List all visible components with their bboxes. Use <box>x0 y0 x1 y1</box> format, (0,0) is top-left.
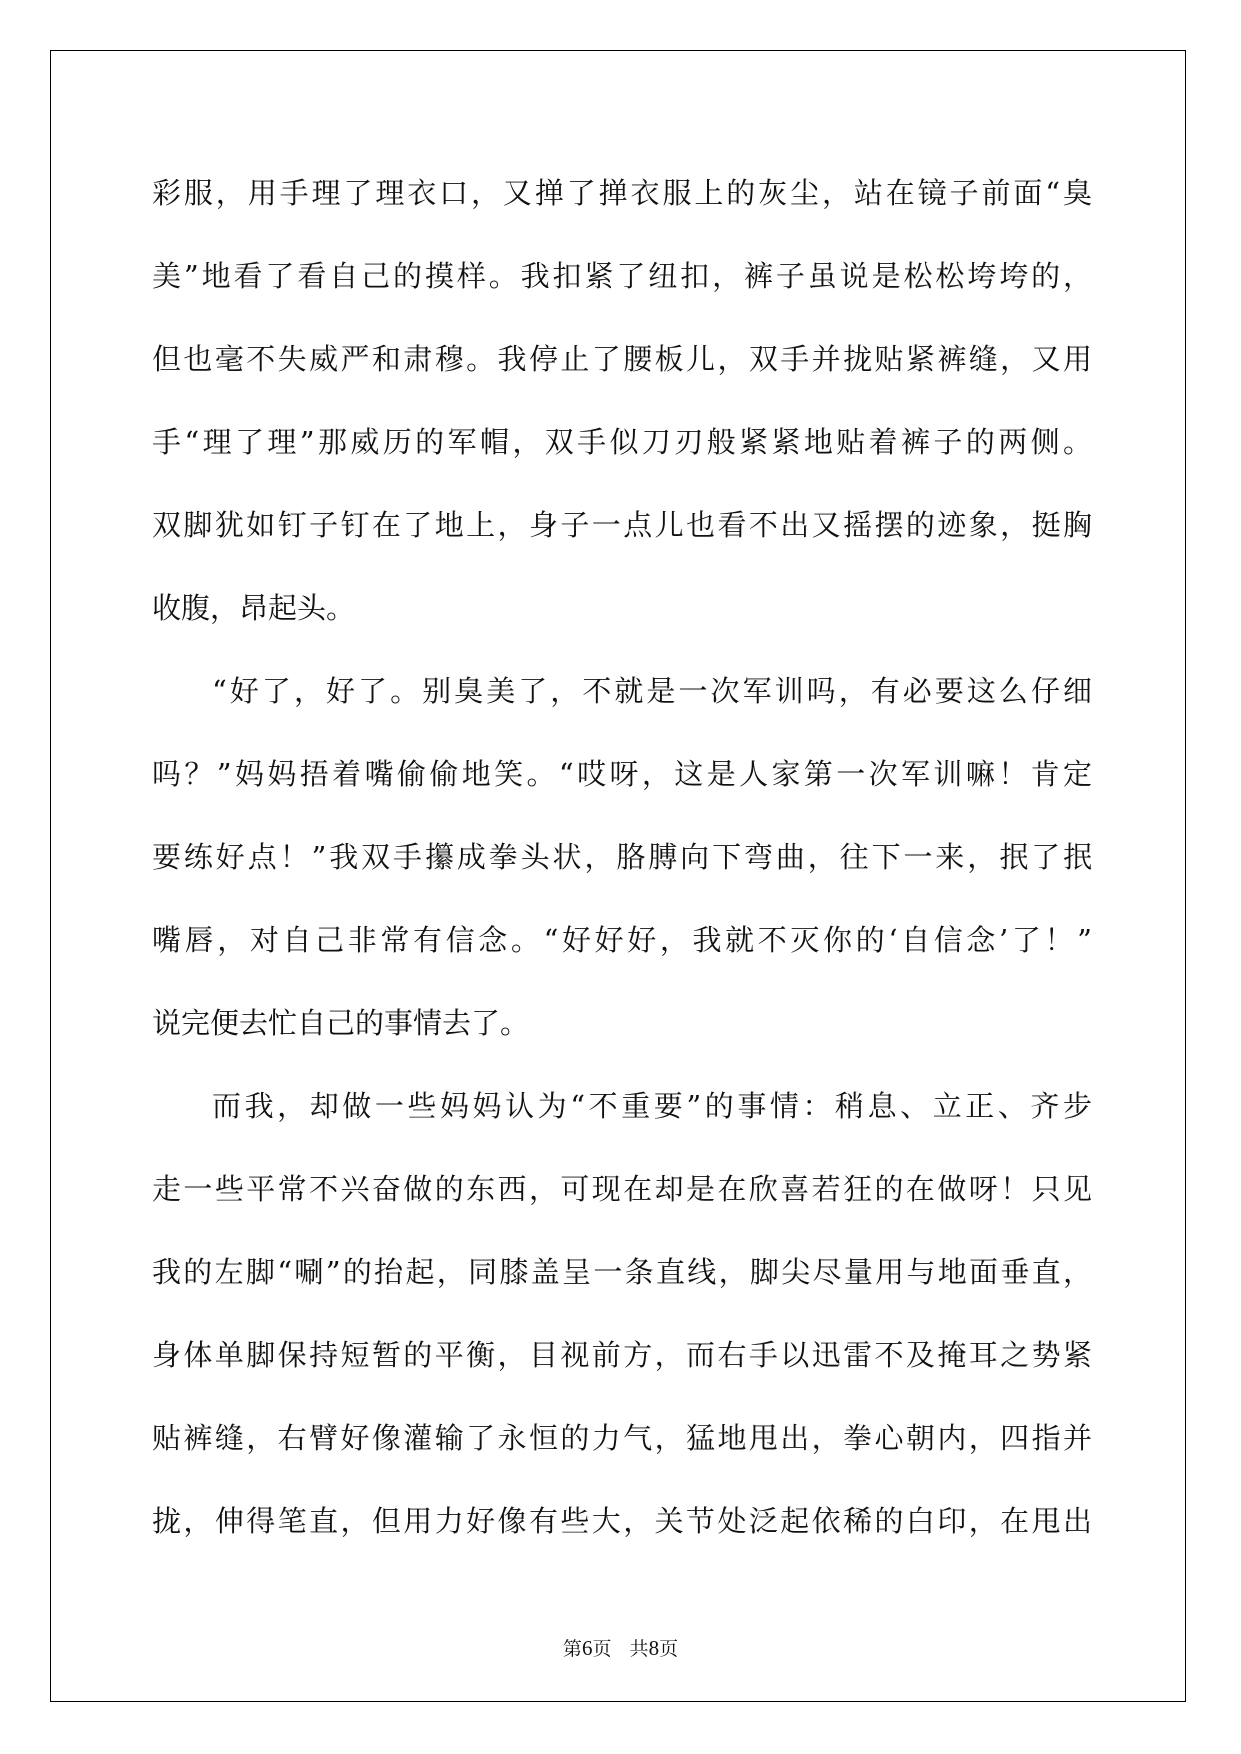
text-line: 拢，伸得笔直，但用力好像有些大，关节处泛起依稀的白印，在甩出 <box>152 1504 1092 1538</box>
text-line: “好了，好了。别臭美了，不就是一次军训吗，有必要这么仔细 <box>212 674 1092 708</box>
text-line: 说完便去忙自己的事情去了。 <box>152 1006 530 1040</box>
text-line: 双脚犹如钉子钉在了地上，身子一点儿也看不出又摇摆的迹象，挺胸 <box>152 508 1092 542</box>
current-page-number: 6 <box>581 1636 593 1660</box>
text-line: 手“理了理”那威历的军帽，双手似刀刃般紧紧地贴着裤子的两侧。 <box>152 425 1092 459</box>
text-line: 收腹，昂起头。 <box>152 591 356 625</box>
text-line: 要练好点！”我双手攥成拳头状，胳膊向下弯曲，往下一来，抿了抿 <box>152 840 1092 874</box>
footer-suffix: 页 <box>659 1638 679 1660</box>
text-line: 美”地看了看自己的摸样。我扣紧了纽扣，裤子虽说是松松垮垮的， <box>152 259 1092 293</box>
text-line: 但也毫不失威严和肃穆。我停止了腰板儿，双手并拢贴紧裤缝，又用 <box>152 342 1092 376</box>
page-footer <box>0 1634 1241 1661</box>
text-line: 走一些平常不兴奋做的东西，可现在却是在欣喜若狂的在做呀！只见 <box>152 1172 1092 1206</box>
text-line: 彩服，用手理了理衣口，又掸了掸衣服上的灰尘，站在镜子前面“臭 <box>152 176 1092 210</box>
text-line: 我的左脚“唰”的抬起，同膝盖呈一条直线，脚尖尽量用与地面垂直， <box>152 1255 1092 1289</box>
text-line: 贴裤缝，右臂好像灌输了永恒的力气，猛地甩出，拳心朝内，四指并 <box>152 1421 1092 1455</box>
text-line: 吗？”妈妈捂着嘴偷偷地笑。“哎呀，这是人家第一次军训嘛！肯定 <box>152 757 1092 791</box>
total-pages-number: 8 <box>648 1636 660 1660</box>
footer-mid: 页 共 <box>592 1638 649 1660</box>
document-body <box>152 152 1092 1563</box>
text-line: 嘴唇，对自己非常有信念。“好好好，我就不灭你的‘自信念’了！” <box>152 923 1092 957</box>
text-line: 而我，却做一些妈妈认为“不重要”的事情：稍息、立正、齐步 <box>212 1089 1092 1123</box>
footer-prefix: 第 <box>562 1638 582 1660</box>
text-line: 身体单脚保持短暂的平衡，目视前方，而右手以迅雷不及掩耳之势紧 <box>152 1338 1092 1372</box>
